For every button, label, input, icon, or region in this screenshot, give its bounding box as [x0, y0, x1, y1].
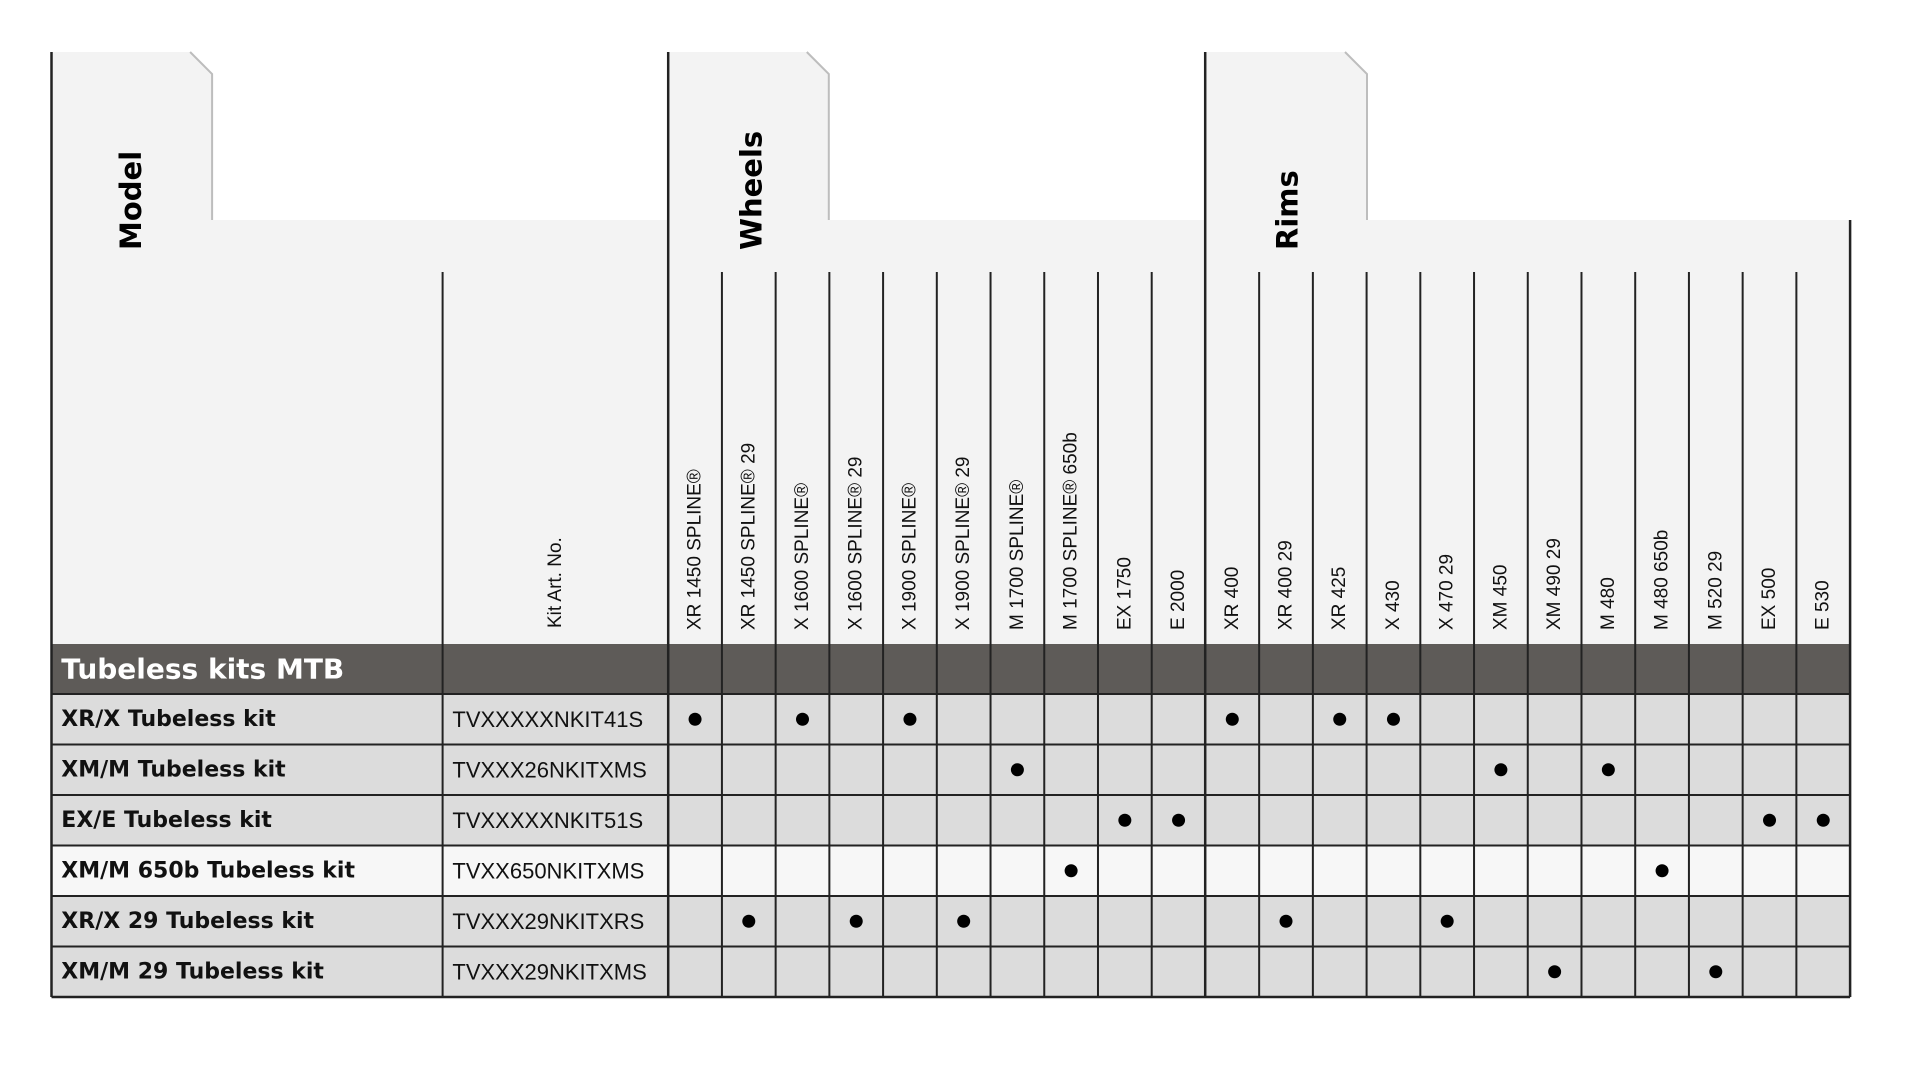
compatibility-dot [957, 915, 970, 928]
compatibility-dot [1333, 713, 1346, 726]
compatibility-dot [1817, 814, 1830, 827]
rims-heading: Rims [1270, 170, 1305, 250]
column-header-wheels: X 1600 SPLINE® 29 [845, 456, 867, 630]
compatibility-dot [1387, 713, 1400, 726]
column-header-rims: M 520 29 [1705, 550, 1727, 630]
row-model-name: XM/M 650b Tubeless kit [61, 858, 356, 884]
column-header-rims: XR 400 [1221, 566, 1243, 630]
column-header-rims: E 530 [1812, 580, 1834, 630]
compatibility-dot [1602, 763, 1615, 776]
column-header-wheels: X 1900 SPLINE® 29 [953, 456, 975, 630]
compatibility-dot [903, 713, 916, 726]
compatibility-dot [1441, 915, 1454, 928]
column-header-wheels: X 1600 SPLINE® [792, 482, 814, 630]
kit-art-no-header: Kit Art. No. [544, 537, 566, 628]
wheels-heading: Wheels [734, 130, 769, 250]
compatibility-dot [1172, 814, 1185, 827]
column-header-rims: X 430 [1382, 580, 1404, 630]
row-kit-art-no: TVXXX29NKITXMS [452, 959, 647, 985]
column-header-rims: XM 450 [1490, 564, 1512, 630]
column-header-rims: XM 490 29 [1544, 538, 1566, 630]
column-header-wheels: XR 1450 SPLINE® 29 [738, 442, 760, 630]
column-header-wheels: E 2000 [1168, 569, 1190, 630]
table-row [52, 896, 1851, 947]
row-model-name: XM/M 29 Tubeless kit [61, 959, 324, 985]
compatibility-dot [850, 915, 863, 928]
column-header-wheels: M 1700 SPLINE® 650b [1060, 432, 1082, 630]
column-header-wheels: M 1700 SPLINE® [1006, 479, 1028, 630]
row-model-name: EX/E Tubeless kit [61, 807, 272, 833]
table-row [52, 745, 1851, 796]
compatibility-dot [1118, 814, 1131, 827]
column-header-rims: XR 400 29 [1275, 540, 1297, 630]
column-header-rims: EX 500 [1759, 567, 1781, 630]
row-kit-art-no: TVXXX29NKITXRS [452, 908, 645, 934]
row-kit-art-no: TVXXXXXNKIT51S [452, 807, 644, 833]
compatibility-dot [1763, 814, 1776, 827]
compatibility-dot [689, 713, 702, 726]
section-band-title: Tubeless kits MTB [61, 652, 345, 686]
compatibility-dot [1548, 965, 1561, 978]
table-row [52, 795, 1851, 846]
model-heading: Model [114, 150, 149, 250]
column-header-rims: XR 425 [1329, 566, 1351, 630]
compatibility-dot [796, 713, 809, 726]
header-background [52, 220, 1851, 644]
table-row [52, 694, 1851, 745]
row-kit-art-no: TVXXX26NKITXMS [452, 757, 647, 783]
compatibility-dot [1226, 713, 1239, 726]
row-model-name: XM/M Tubeless kit [61, 757, 286, 783]
column-header-wheels: EX 1750 [1114, 557, 1136, 630]
row-kit-art-no: TVXX650NKITXMS [452, 858, 645, 884]
row-model-name: XR/X 29 Tubeless kit [61, 908, 315, 934]
compatibility-dot [1494, 763, 1507, 776]
compatibility-dot [1065, 864, 1078, 877]
column-header-rims: M 480 [1597, 577, 1619, 630]
column-header-wheels: XR 1450 SPLINE® [684, 469, 706, 630]
compatibility-dot [1656, 864, 1669, 877]
compatibility-dot [1280, 915, 1293, 928]
compatibility-dot [742, 915, 755, 928]
compatibility-dot [1709, 965, 1722, 978]
column-header-rims: M 480 650b [1651, 529, 1673, 630]
column-header-rims: X 470 29 [1436, 553, 1458, 630]
column-header-wheels: X 1900 SPLINE® [899, 482, 921, 630]
compatibility-dot [1011, 763, 1024, 776]
row-kit-art-no: TVXXXXXNKIT41S [452, 706, 644, 732]
row-model-name: XR/X Tubeless kit [61, 706, 276, 732]
